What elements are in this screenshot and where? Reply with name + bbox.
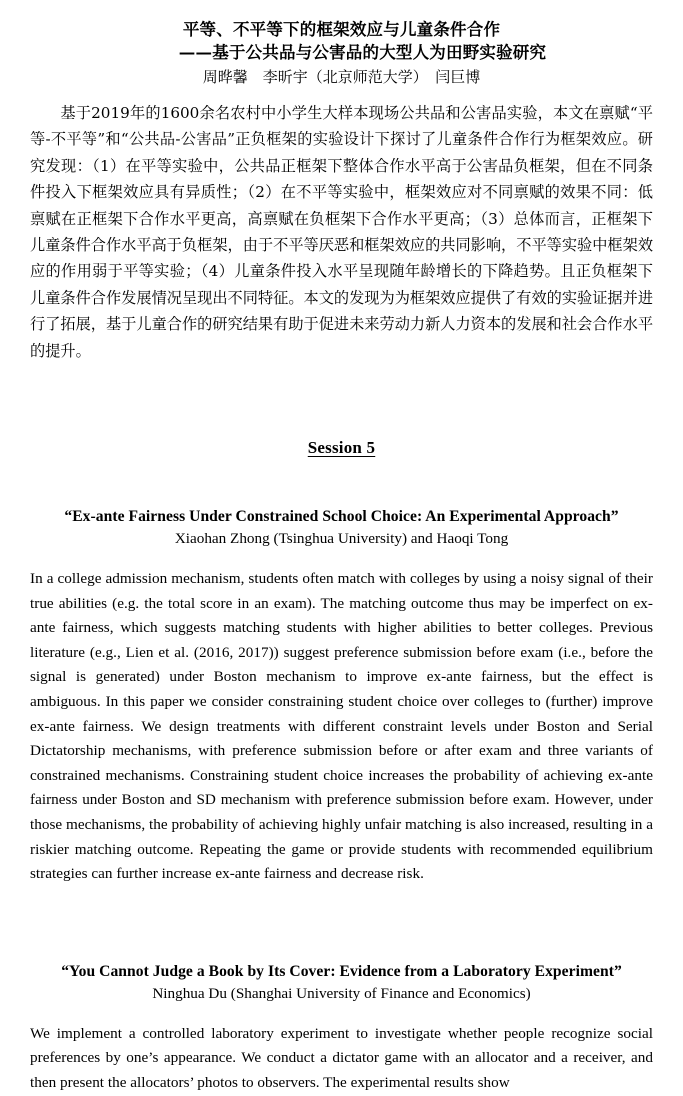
chinese-paper-abstract: 基于2019年的1600余名农村中小学生大样本现场公共品和公害品实验，本文在禀赋“平等-不平等”和“公共品-公害品”正负框架的实验设计下探讨了儿童条件合作行为框架效应。研究发现：（1）在平等实验中，公共品正框架下整体合作水平高于公害品负框架，但在不同条件投入下框架效应具有异质性；（2）在不平等实验中，框架效应对不同禀赋的效果不同：低禀赋在正框架下合作水平更高，高禀赋在负框架下合作水平更高；（3）总体而言，正框架下儿童条件合作水平高于负框架，由于不平等厌恶和框架效应的共同影响，不平等实验中框架效应的作用弱于平等实验；（4）儿童条件投入水平呈现随年龄增长的下降趋势。且正负框架下儿童条件合作发展情况呈现出不同特征。本文的发现为为框架效应提供了有效的实验证据并进行了拓展，基于儿童合作的研究结果有助于促进未来劳动力新人力资本的发展和社会合作水平的提升。 xyxy=(30,104,653,360)
paper-authors-1: Xiaohan Zhong (Tsinghua University) and Haoqi Tong xyxy=(174,530,509,548)
paper-entry-2 xyxy=(30,887,653,1096)
paper-abstract-2: We implement a controlled laboratory experiment to investigate whether people recognize social preferences by one’s appearance. We conduct a dictator game with an allocator and a receiver, and then present the allocators’ photos to observers. The experimental results show xyxy=(30,1024,653,1091)
chinese-paper-title-line-2: ——基于公共品与公害品的大型人为田野实验研究 xyxy=(178,43,547,62)
session-heading-container xyxy=(30,364,653,458)
chinese-paper-authors: 周晔馨 李昕宇（北京师范大学） 闫巨博 xyxy=(202,68,481,86)
paper-title-1: “Ex-ante Fairness Under Constrained School Choice: An Experimental Approach” xyxy=(64,508,619,526)
chinese-paper-title-line-1: 平等、不平等下的框架效应与儿童条件合作 xyxy=(182,20,501,39)
chinese-paper-entry xyxy=(30,0,653,364)
paper-entry-1 xyxy=(30,458,653,887)
paper-authors-2: Ninghua Du (Shanghai University of Finance and Economics) xyxy=(152,984,531,1002)
session-heading: Session 5 xyxy=(307,438,376,458)
paper-abstract-1: In a college admission mechanism, students often match with colleges by using a noisy signal of their true abilities (e.g. the total score in an exam). The matching outcome thus may be imperfect on ex-ante fairness, which suggests matching students with higher abilities to better colleges. Previous literature (e.g., Lien et al. (2016, 2017)) suggest preference submission before exam (i.e., before the signal is generated) under Boston mechanism to improve ex-ante fairness, but the effect is ambiguous. In this paper we consider constraining student choice over colleges to (further) improve ex-ante fairness. We design treatments with different constraint levels under Boston and Serial Dictatorship mechanisms, with preference submission before or after exam and three variants of constrained mechanisms. Constraining student choice increases the probability of achieving ex-ante fairness under Boston and SD mechanism with preference submission before exam. However, under those mechanisms, the probability of achieving highly unfair matching is also increased, resulting in a riskier matching outcome. Repeating the game or provide students with recommended equilibrium strategies can further increase ex-ante fairness and decrease risk. xyxy=(30,570,653,883)
paper-title-2: “You Cannot Judge a Book by Its Cover: Evidence from a Laboratory Experiment” xyxy=(61,962,622,980)
